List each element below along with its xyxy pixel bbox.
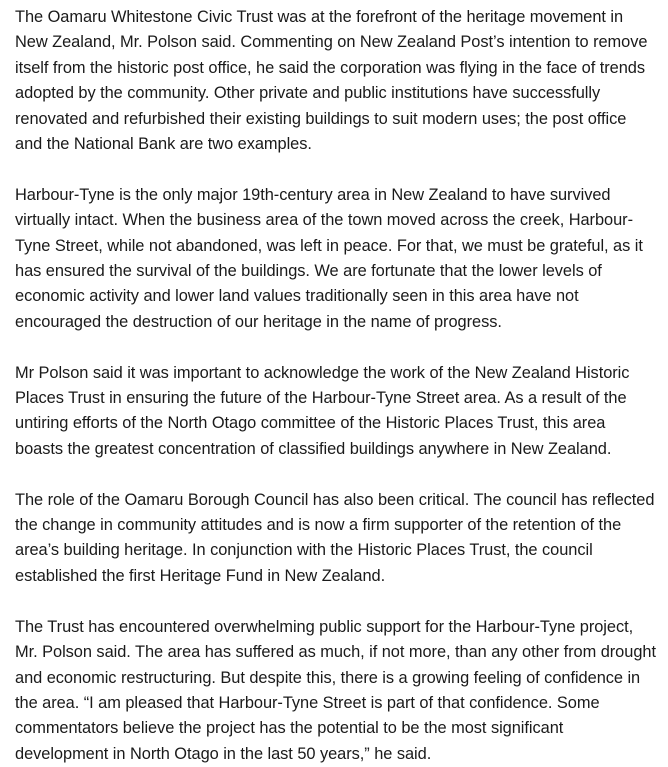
paragraph-borough-council: The role of the Oamaru Borough Council has also been critical. The council has reflected the change in community attitudes and is now a firm supporter of the retention of the area’s building heritage. In conjunction with the Historic Places Trust, the council established the first Heritage Fund in New Zealand.	[15, 490, 655, 585]
paragraph-civic-trust: The Oamaru Whitestone Civic Trust was at the forefront of the heritage movement in New Zealand, Mr. Polson said. Commenting on New Zealand Post’s intention to remove itself from the historic post office, he said the corporation was flying in the face of trends adopted by the community. Other private and public institutions have successfully renovated and refurbished their existing buildings to suit modern uses; the post office and the National Bank are two examples.	[15, 8, 648, 154]
paragraph-harbour-tyne-history: Harbour-Tyne is the only major 19th-century area in New Zealand to have survived virtually intact. When the business area of the town moved across the creek, Harbour-Tyne Street, while not abandoned, was left in peace. For that, we must be grateful, as it has ensured the survival of the buildings. We are fortunate that the lower levels of economic activity and lower land values traditionally seen in this area have not encouraged the destruction of our heritage in the name of progress.	[15, 185, 643, 331]
paragraph-historic-places-trust: Mr Polson said it was important to acknowledge the work of the New Zealand Historic Places Trust in ensuring the future of the Harbour-Tyne Street area. As a result of the untiring efforts of the North Otago committee of the Historic Places Trust, this area boasts the greatest concentration of classified buildings anywhere in New Zealand.	[15, 363, 630, 458]
paragraph-public-support: The Trust has encountered overwhelming public support for the Harbour-Tyne project, Mr. Polson said. The area has suffered as much, if not more, than any other from drought and economic restructuring. But despite this, there is a growing feeling of confidence in the area. “I am pleased that Harbour-Tyne Street is part of that confidence. Some commentators believe the project has the potential to be the most significant development in North Otago in the last 50 years,” he said.	[15, 617, 656, 763]
